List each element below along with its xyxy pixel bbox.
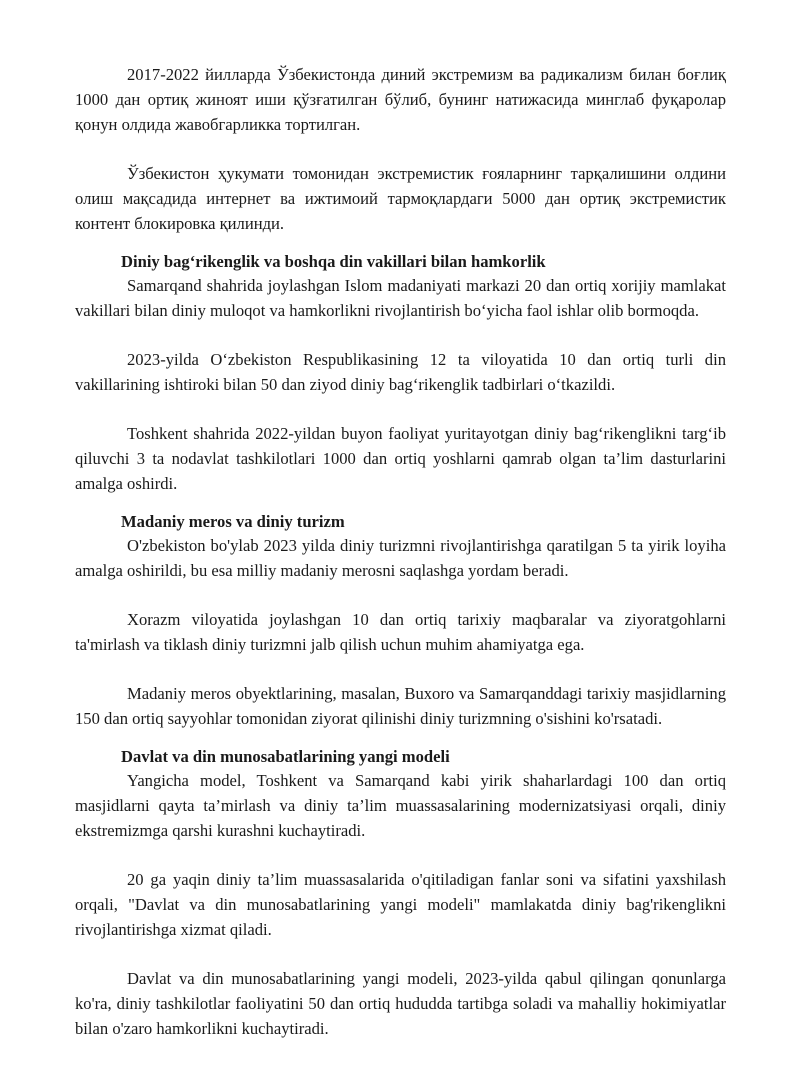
section-cultural-heritage bbox=[75, 511, 726, 731]
section-heading: Diniy bag‘rikenglik va boshqa din vakillari bilan hamkorlik bbox=[121, 252, 546, 271]
section-heading: Davlat va din munosabatlarining yangi modeli bbox=[121, 747, 450, 766]
section-paragraph: Madaniy meros obyektlarining, masalan, Buxoro va Samarqanddagi tarixiy masjidlarning 150 dan ortiq sayyohlar tomonidan ziyorat qilinishi diniy turizmning o'sishini ko'rsatadi. bbox=[75, 684, 726, 728]
section-heading: Madaniy meros va diniy turizm bbox=[121, 512, 345, 531]
section-paragraph: Toshkent shahrida 2022-yildan buyon faoliyat yuritayotgan diniy bag‘rikenglikni targ‘ib qiluvchi 3 ta nodavlat tashkilotlari 1000 dan ortiq yoshlarni qamrab olgan ta’lim dasturlarini amalga oshirdi. bbox=[75, 424, 726, 493]
section-paragraph: Samarqand shahrida joylashgan Islom madaniyati markazi 20 dan ortiq xorijiy mamlakat vakillari bilan diniy muloqot va hamkorlikni rivojlantirish bo‘yicha faol ishlar olib bormoqda. bbox=[75, 276, 726, 320]
document-body bbox=[75, 62, 726, 1065]
intro-paragraph-1: 2017-2022 йилларда Ўзбекистонда диний экстремизм ва радикализм билан боғлиқ 1000 дан ортиқ жиноят иши қўзғатилган бўлиб, бунинг натижасида минглаб фуқаролар қонун олдида жавобгарликка тортилган. bbox=[75, 65, 726, 134]
section-paragraph: Yangicha model, Toshkent va Samarqand kabi yirik shaharlardagi 100 dan ortiq masjidlarni qayta ta’mirlash va diniy ta’lim muassasalarining modernizatsiyasi orqali, diniy ekstremizmga qarshi kurashni kuchaytiradi. bbox=[75, 771, 726, 840]
section-religious-tolerance bbox=[75, 251, 726, 496]
section-state-religion-model bbox=[75, 746, 726, 1041]
section-paragraph: 20 ga yaqin diniy ta’lim muassasalarida o'qitiladigan fanlar soni va sifatini yaxshilash orqali, "Davlat va din munosabatlarining yangi modeli" mamlakatda diniy bag'rikenglikni rivojlantirishga xizmat qiladi. bbox=[75, 870, 726, 939]
intro-paragraph-2: Ўзбекистон ҳукумати томонидан экстремистик ғояларнинг тарқалишини олдини олиш мақсадида интернет ва ижтимоий тармоқлардаги 5000 дан ортиқ экстремистик контент блокировка қилинди. bbox=[75, 164, 726, 233]
section-paragraph: Xorazm viloyatida joylashgan 10 dan ortiq tarixiy maqbaralar va ziyoratgohlarni ta'mirlash va tiklash diniy turizmni jalb qilish uchun muhim ahamiyatga ega. bbox=[75, 610, 726, 654]
section-paragraph: 2023-yilda O‘zbekiston Respublikasining 12 ta viloyatida 10 dan ortiq turli din vakillarining ishtiroki bilan 50 dan ziyod diniy bag‘rikenglik tadbirlari o‘tkazildi. bbox=[75, 350, 726, 394]
section-paragraph: O'zbekiston bo'ylab 2023 yilda diniy turizmni rivojlantirishga qaratilgan 5 ta yirik loyiha amalga oshirildi, bu esa milliy madaniy merosni saqlashga yordam beradi. bbox=[75, 536, 726, 580]
section-paragraph: Davlat va din munosabatlarining yangi modeli, 2023-yilda qabul qilingan qonunlarga ko'ra, diniy tashkilotlar faoliyatini 50 dan ortiq hududda tartibga soladi va mahalliy hokimiyatlar bilan o'zaro hamkorlikni kuchaytiradi. bbox=[75, 969, 726, 1038]
